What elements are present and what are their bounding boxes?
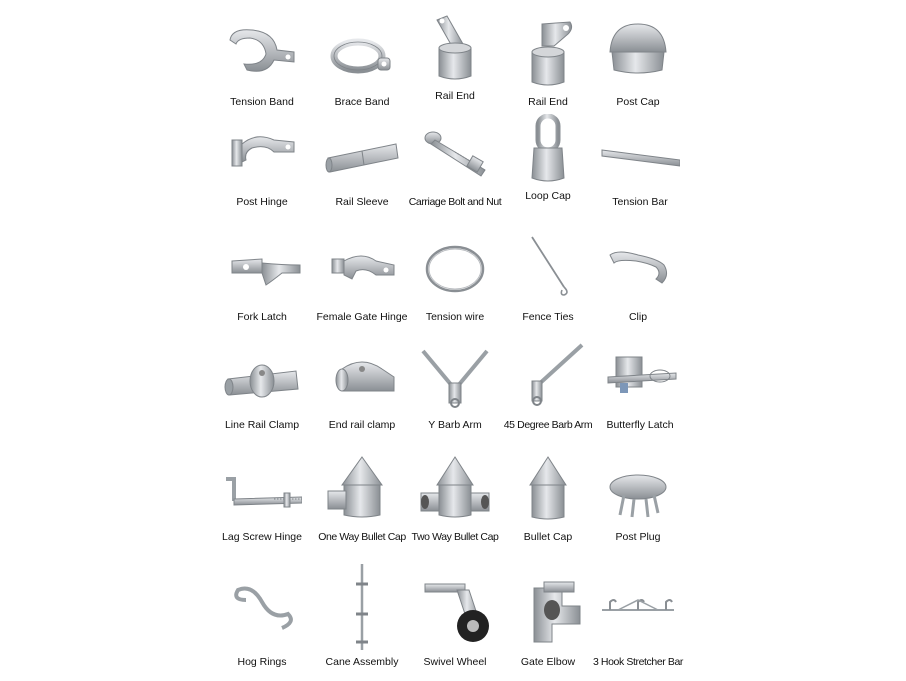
part-label: Female Gate Hinge xyxy=(316,311,408,323)
part-clip xyxy=(583,235,693,335)
part-stretcher-bar xyxy=(583,580,693,680)
tension-wire-icon xyxy=(415,235,495,307)
part-label: Brace Band xyxy=(334,96,390,108)
cane-assembly-icon xyxy=(322,550,402,650)
part-label: Hog Rings xyxy=(237,656,287,668)
fence-tie-icon xyxy=(508,235,588,307)
clip-icon xyxy=(598,235,678,307)
fork-latch-icon xyxy=(222,235,302,307)
barb-arm-45-icon xyxy=(508,343,588,415)
post-cap-icon xyxy=(598,20,678,92)
part-label: 45 Degree Barb Arm xyxy=(503,419,593,431)
part-label: Post Plug xyxy=(615,531,661,543)
part-label: One Way Bullet Cap xyxy=(318,531,406,543)
tension-band-icon xyxy=(222,20,302,92)
lag-screw-hinge-icon xyxy=(222,455,302,527)
bullet-cap-icon xyxy=(508,455,588,527)
part-label: Cane Assembly xyxy=(325,656,399,668)
post-hinge-icon xyxy=(222,120,302,192)
part-label: Rail End xyxy=(528,96,568,108)
tension-bar-icon xyxy=(600,120,680,192)
gate-elbow-icon xyxy=(508,580,588,652)
carriage-bolt-icon xyxy=(415,120,495,192)
part-label: Carriage Bolt and Nut xyxy=(408,196,502,208)
part-label: Post Hinge xyxy=(236,196,288,208)
part-label: Lag Screw Hinge xyxy=(222,531,302,543)
brace-band-icon xyxy=(322,20,402,92)
part-label: Post Cap xyxy=(616,96,660,108)
female-gate-hinge-icon xyxy=(322,235,402,307)
end-rail-clamp-icon xyxy=(322,343,402,415)
one-way-bullet-cap-icon xyxy=(322,455,402,527)
part-label: Tension Bar xyxy=(612,196,668,208)
part-label: Tension Band xyxy=(230,96,294,108)
part-label: Fence Ties xyxy=(522,311,574,323)
part-label: Loop Cap xyxy=(525,190,571,202)
part-label: Fork Latch xyxy=(237,311,287,323)
part-post-plug xyxy=(583,455,693,555)
part-label: Gate Elbow xyxy=(520,656,576,668)
part-label: Tension wire xyxy=(425,311,485,323)
line-rail-clamp-icon xyxy=(222,343,302,415)
part-label: Line Rail Clamp xyxy=(224,419,300,431)
butterfly-latch-icon xyxy=(600,343,680,415)
part-label: Y Barb Arm xyxy=(428,419,482,431)
part-label: Two Way Bullet Cap xyxy=(411,531,499,543)
part-label: Clip xyxy=(628,311,648,323)
rail-end-icon xyxy=(415,14,495,86)
part-label: End rail clamp xyxy=(328,419,396,431)
rail-end-alt-icon xyxy=(508,20,588,92)
hog-ring-icon xyxy=(222,580,302,652)
part-post-cap xyxy=(583,20,693,120)
rail-sleeve-icon xyxy=(322,120,402,192)
part-label: Swivel Wheel xyxy=(423,656,487,668)
part-tension-bar xyxy=(585,120,695,220)
part-butterfly-latch xyxy=(585,343,695,443)
swivel-wheel-icon xyxy=(415,580,495,652)
part-label: Bullet Cap xyxy=(523,531,573,543)
part-label: 3 Hook Stretcher Bar xyxy=(592,656,684,668)
two-way-bullet-cap-icon xyxy=(415,455,495,527)
part-label: Rail End xyxy=(435,90,475,102)
post-plug-icon xyxy=(598,455,678,527)
loop-cap-icon xyxy=(508,114,588,186)
part-label: Butterfly Latch xyxy=(606,419,674,431)
stretcher-bar-icon xyxy=(598,580,678,652)
part-label: Rail Sleeve xyxy=(335,196,389,208)
y-barb-arm-icon xyxy=(415,343,495,415)
